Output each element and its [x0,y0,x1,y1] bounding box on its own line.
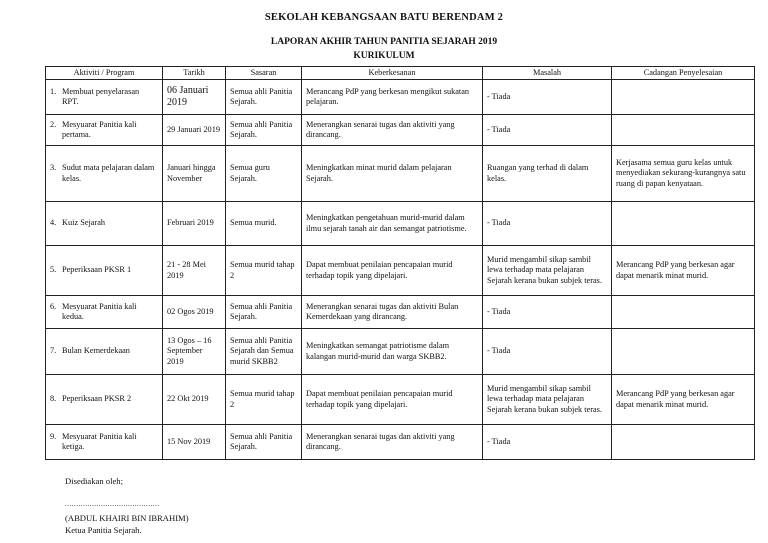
cell-cadangan [612,115,755,146]
cell-keberkesanan: Merancang PdP yang berkesan mengikut sukatan pelajaran. [302,80,483,115]
cell-tarikh: 21 - 28 Mei 2019 [163,246,226,296]
cell-sasaran: Semua ahli Panitia Sejarah. [226,425,302,460]
cell-keberkesanan: Meningkatkan pengetahuan murid-murid dalam ilmu sejarah tanah air dan semangat patriotisme. [302,202,483,246]
activity-text: Peperiksaan PKSR 2 [62,394,132,404]
cell-masalah: Murid mengambil sikap sambil lewa terhadap mata pelajaran Sejarah kerana bukan subjek teras. [483,246,612,296]
activity-text: Mesyuarat Panitia kali ketiga. [62,431,137,451]
cell-cadangan [612,80,755,115]
cell-keberkesanan: Menerangkan senarai tugas dan aktiviti yang dirancang. [302,115,483,146]
activity-text: Bulan Kemerdekaan [62,346,130,356]
report-subtitle: KURIKULUM [353,51,415,61]
cell-cadangan: Kerjasama semua guru kelas untuk menyediakan sekurang-kurangnya satu ruang di papan kenyataan. [612,146,755,202]
signatory-name: (ABDUL KHAIRI BIN IBRAHIM) [65,513,189,523]
table-row [46,246,755,296]
cell-tarikh: 02 Ogos 2019 [163,296,226,329]
activity-text: Mesyuarat Panitia kali pertama. [62,119,137,139]
activity-text: Peperiksaan PKSR 1 [62,265,132,275]
cell-aktiviti [46,202,163,246]
cell-cadangan: Merancang PdP yang berkesan agar dapat menarik minat murid. [612,246,755,296]
row-number: 8. [50,394,57,404]
cell-keberkesanan: Dapat membuat penilaian pencapaian murid terhadap topik yang dipelajari. [302,375,483,425]
cell-sasaran: Semua murid tahap 2 [226,375,302,425]
signature-line: .......................................... [65,500,160,508]
cell-cadangan: Merancang PdP yang berkesan agar dapat menarik minat murid. [612,375,755,425]
report-table [45,66,755,460]
row-number: 7. [50,346,57,356]
column-header-keberkesanan: Keberkesanan [302,67,483,80]
cell-tarikh: 06 Januari 2019 [163,80,226,115]
table-row [46,146,755,202]
cell-keberkesanan: Meningkatkan minat murid dalam pelajaran Sejarah. [302,146,483,202]
cell-masalah: - Tiada [483,202,612,246]
cell-tarikh: Januari hingga November [163,146,226,202]
cell-cadangan [612,296,755,329]
cell-keberkesanan: Meningkatkan semangat patriotisme dalam kalangan murid-murid dan warga SKBB2. [302,329,483,375]
cell-keberkesanan: Menerangkan senarai tugas dan aktiviti Bulan Kemerdekaan yang dirancang. [302,296,483,329]
table-row [46,115,755,146]
cell-sasaran: Semua murid. [226,202,302,246]
row-number: 5. [50,265,57,275]
cell-aktiviti [46,246,163,296]
row-number: 4. [50,218,57,228]
row-number: 9. [50,431,57,441]
cell-masalah: - Tiada [483,80,612,115]
cell-masalah: - Tiada [483,425,612,460]
cell-aktiviti [46,425,163,460]
cell-sasaran: Semua ahli Panitia Sejarah. [226,80,302,115]
column-header-cadangan: Cadangan Penyelesaian [612,67,755,80]
cell-sasaran: Semua murid tahap 2 [226,246,302,296]
activity-text: Mesyuarat Panitia kali kedua. [62,301,137,321]
cell-aktiviti [46,115,163,146]
cell-cadangan [612,202,755,246]
prepared-by-label: Disediakan oleh; [65,476,123,486]
cell-keberkesanan: Menerangkan senarai tugas dan aktiviti yang dirancang. [302,425,483,460]
cell-tarikh: 29 Januari 2019 [163,115,226,146]
cell-keberkesanan: Dapat membuat penilaian pencapaian murid terhadap topik yang dipelajari. [302,246,483,296]
activity-text: Sudut mata pelajaran dalam kelas. [62,163,155,183]
cell-tarikh: 22 Okt 2019 [163,375,226,425]
cell-tarikh: Februari 2019 [163,202,226,246]
table-header-row [46,67,755,80]
cell-aktiviti [46,296,163,329]
cell-tarikh: 15 Nov 2019 [163,425,226,460]
cell-sasaran: Semua ahli Panitia Sejarah dan Semua murid SKBB2 [226,329,302,375]
cell-sasaran: Semua ahli Panitia Sejarah. [226,115,302,146]
cell-masalah: - Tiada [483,115,612,146]
row-number: 3. [50,163,57,173]
column-header-sasaran: Sasaran [226,67,302,80]
cell-sasaran: Semua guru Sejarah. [226,146,302,202]
table-row [46,375,755,425]
report-title: LAPORAN AKHIR TAHUN PANITIA SEJARAH 2019 [270,37,498,47]
cell-aktiviti [46,80,163,115]
column-header-tarikh: Tarikh [163,67,226,80]
row-number: 1. [50,86,57,96]
cell-cadangan [612,425,755,460]
cell-aktiviti [46,375,163,425]
table-row [46,425,755,460]
activity-text: Membuat penyelarasan RPT. [62,86,140,106]
cell-aktiviti [46,146,163,202]
table-row [46,202,755,246]
row-number: 2. [50,119,57,129]
cell-sasaran: Semua ahli Panitia Sejarah. [226,296,302,329]
column-header-masalah: Masalah [483,67,612,80]
cell-masalah: Ruangan yang terhad di dalam kelas. [483,146,612,202]
signatory-position: Ketua Panitia Sejarah. [65,525,142,535]
cell-masalah: - Tiada [483,296,612,329]
activity-text: Kuiz Sejarah [62,218,106,228]
column-header-aktiviti: Aktiviti / Program [46,67,163,80]
cell-masalah: - Tiada [483,329,612,375]
table-row [46,329,755,375]
table-row [46,80,755,115]
cell-aktiviti [46,329,163,375]
school-title: SEKOLAH KEBANGSAAN BATU BERENDAM 2 [264,12,504,23]
table-row [46,296,755,329]
cell-masalah: Murid mengambil sikap sambil lewa terhadap mata pelajaran Sejarah kerana bukan subjek teras. [483,375,612,425]
row-number: 6. [50,301,57,311]
cell-tarikh: 13 Ogos – 16 September 2019 [163,329,226,375]
cell-cadangan [612,329,755,375]
